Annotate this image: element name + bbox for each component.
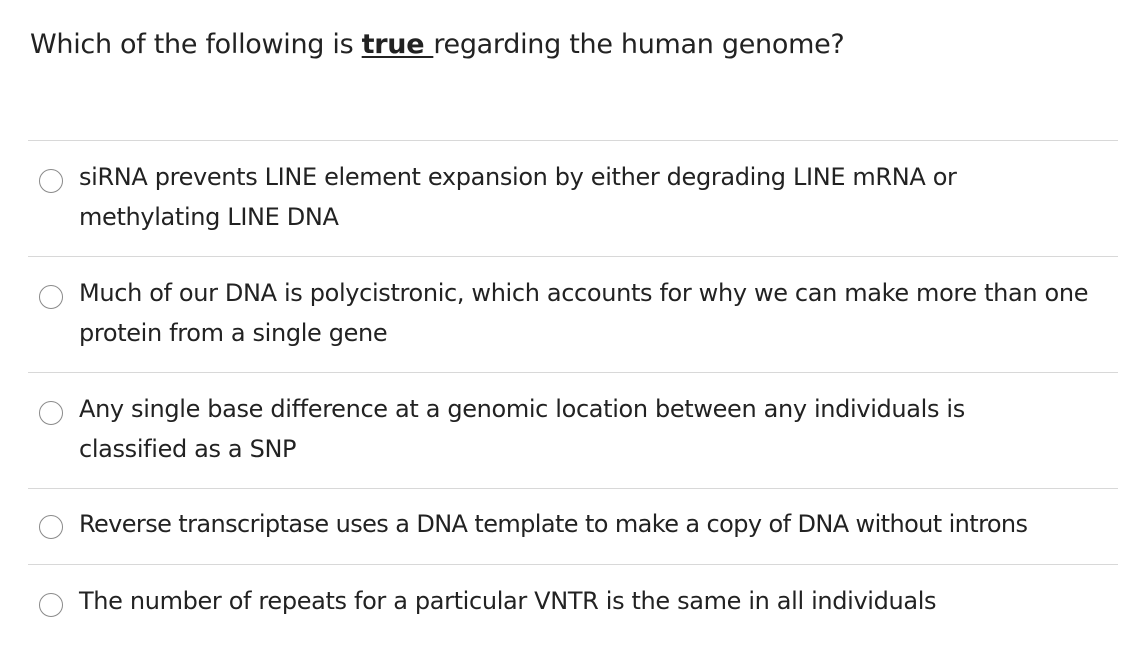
answer-radio-3[interactable]: [39, 401, 63, 425]
answer-option-4[interactable]: [28, 489, 1118, 564]
answer-label-5[interactable]: The number of repeats for a particular VNTR is the same in all individuals: [79, 587, 937, 615]
answer-label-1[interactable]: siRNA prevents LINE element expansion by either degrading LINE mRNA or methylating LINE DNA: [79, 163, 957, 231]
answer-option-2[interactable]: [28, 257, 1118, 372]
question-emphasis: true: [361, 29, 434, 60]
question-text: [30, 26, 844, 64]
question-prefix: Which of the following is: [30, 29, 362, 60]
answer-list: [28, 140, 1118, 640]
answer-label-2[interactable]: Much of our DNA is polycistronic, which accounts for why we can make more than one protein from a single gene: [79, 279, 1089, 347]
answer-radio-2[interactable]: [39, 285, 63, 309]
answer-option-1[interactable]: [28, 141, 1118, 256]
answer-radio-1[interactable]: [39, 169, 63, 193]
question-suffix: regarding the human genome?: [433, 29, 845, 60]
answer-radio-5[interactable]: [39, 593, 63, 617]
answer-label-4[interactable]: Reverse transcriptase uses a DNA template to make a copy of DNA without introns: [79, 510, 1028, 538]
answer-radio-4[interactable]: [39, 515, 63, 539]
answer-option-3[interactable]: [28, 373, 1118, 488]
answer-option-5[interactable]: [28, 565, 1118, 640]
answer-label-3[interactable]: Any single base difference at a genomic location between any individuals is classified as a SNP: [79, 395, 965, 463]
